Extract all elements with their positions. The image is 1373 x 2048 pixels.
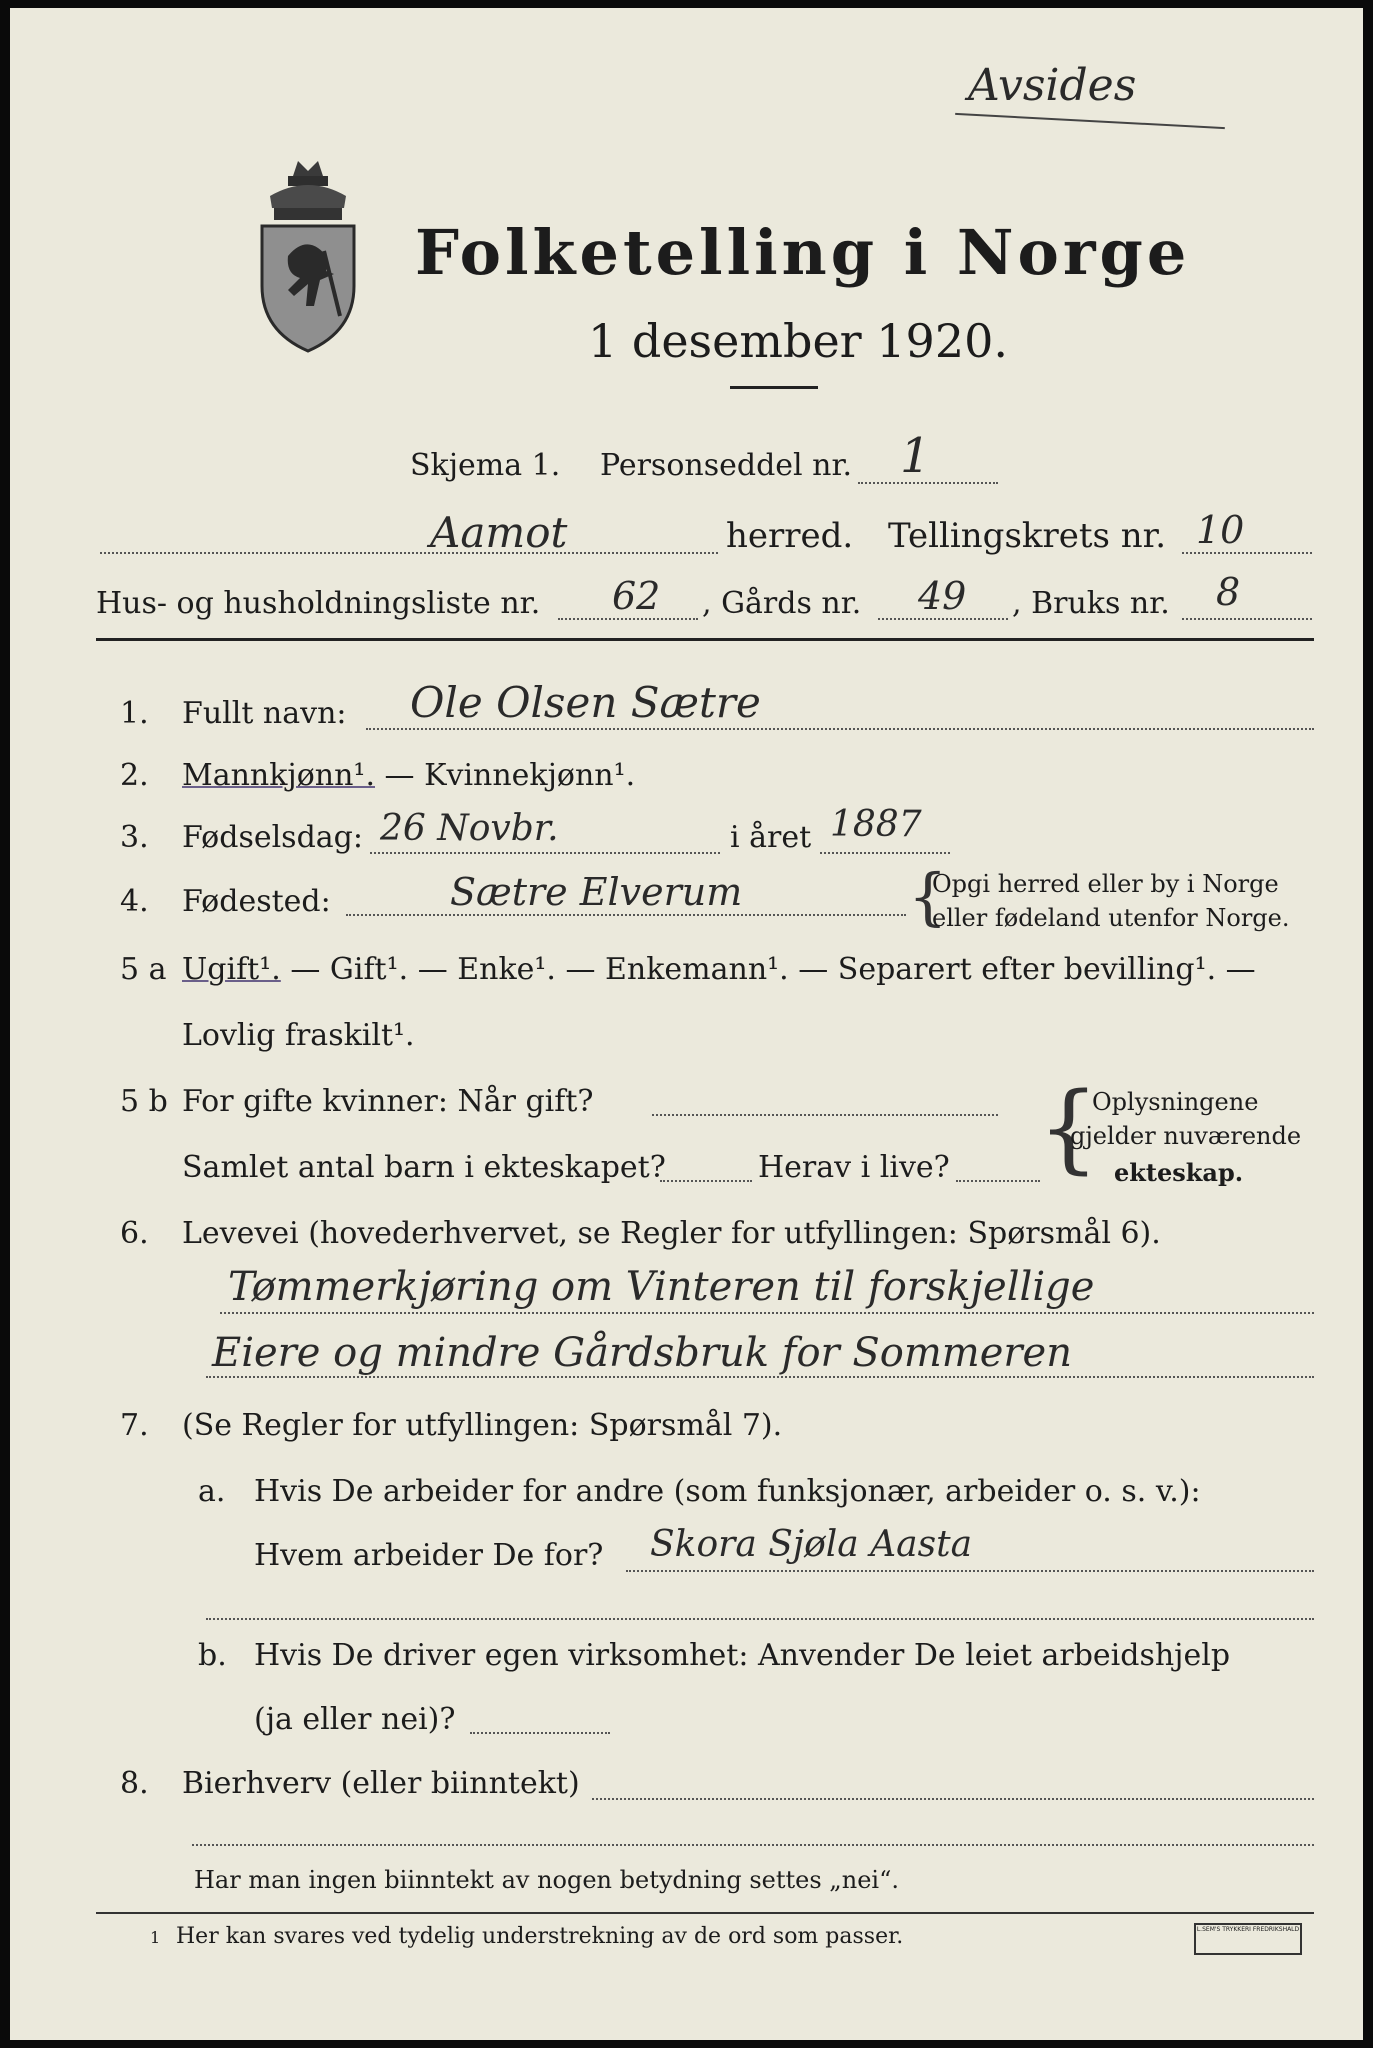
- q3-number: 3.: [120, 820, 149, 855]
- q4-number: 4.: [120, 884, 149, 919]
- q2-male-option: Mannkjønn¹.: [182, 758, 375, 793]
- q7-number: 7.: [120, 1408, 149, 1443]
- gards-value: 49: [918, 574, 967, 618]
- form-title: Folketelling i Norge: [415, 216, 1191, 289]
- tellingskrets-value: 10: [1196, 508, 1245, 552]
- q7a-question: Hvem arbeider De for?: [254, 1538, 604, 1573]
- footnote-text: Her kan svares ved tydelig understrekning av de ord som passer.: [176, 1924, 904, 1949]
- q8-line2: [192, 1844, 1314, 1846]
- q5b-children-label: Samlet antal barn i ekteskapet?: [182, 1150, 666, 1185]
- q3-label: Fødselsdag:: [182, 820, 363, 855]
- q1-line: [366, 728, 1314, 730]
- hus-line: [558, 618, 698, 620]
- q8-number: 8.: [120, 1766, 149, 1801]
- skjema-label: Skjema 1.: [410, 448, 561, 483]
- census-form: [10, 8, 1363, 2040]
- q6-line1: [220, 1312, 1314, 1314]
- q7a-value: Skora Sjøla Aasta: [650, 1524, 973, 1565]
- q2-number: 2.: [120, 758, 149, 793]
- corner-note: Avsides: [968, 60, 1137, 111]
- q4-value: Sætre Elverum: [450, 870, 743, 914]
- q7a-text: Hvis De arbeider for andre (som funksjonær, arbeider o. s. v.):: [254, 1474, 1201, 1509]
- title-rule: [730, 386, 818, 389]
- hus-value: 62: [612, 574, 661, 618]
- q7b-letter: b.: [198, 1638, 227, 1673]
- q4-brace: {: [908, 860, 948, 933]
- q4-note-line2: eller fødeland utenfor Norge.: [932, 904, 1290, 932]
- hus-label: Hus- og husholdningsliste nr.: [96, 586, 541, 621]
- q8-label: Bierhverv (eller biinntekt): [182, 1766, 580, 1801]
- norway-coat-of-arms-icon: [248, 156, 368, 360]
- q6-number: 6.: [120, 1216, 149, 1251]
- header-rule: [96, 638, 1314, 641]
- q6-line2: [206, 1376, 1314, 1378]
- q5b-alive-line: [956, 1180, 1040, 1182]
- personseddel-value: 1: [900, 428, 931, 484]
- q5b-label: For gifte kvinner: Når gift?: [182, 1084, 594, 1119]
- q5b-children-line: [660, 1180, 752, 1182]
- herred-line: [100, 552, 718, 554]
- q2-female-option: Kvinnekjønn¹.: [424, 758, 636, 793]
- footnote-mark: 1: [150, 1928, 161, 1947]
- q5a-number: 5 a: [120, 952, 167, 987]
- q2-line: [182, 758, 635, 793]
- q1-number: 1.: [120, 696, 149, 731]
- q6-label: Levevei (hovederhvervet, se Regler for utfyllingen: Spørsmål 6).: [182, 1216, 1161, 1251]
- printer-stamp-text: L.SEM'S TRYKKERI FREDRIKSHALD: [1196, 1926, 1300, 1933]
- q3-line: [370, 852, 720, 854]
- q7b-line: [470, 1732, 610, 1734]
- personseddel-label: Personseddel nr.: [600, 448, 853, 483]
- q3-year-label: i året: [730, 820, 812, 855]
- bruks-label: , Bruks nr.: [1012, 586, 1170, 621]
- q2-separator: —: [375, 758, 425, 793]
- q7-label: (Se Regler for utfyllingen: Spørsmål 7).: [182, 1408, 783, 1443]
- q3-value: 26 Novbr.: [380, 808, 559, 849]
- q1-value: Ole Olsen Sætre: [410, 678, 761, 727]
- q4-note-line1: Opgi herred eller by i Norge: [932, 870, 1279, 898]
- printer-stamp: [1194, 1923, 1302, 1955]
- tellingskrets-label: Tellingskrets nr.: [888, 516, 1167, 556]
- q5a-line1: [182, 952, 1256, 987]
- q8-line1: [592, 1798, 1314, 1800]
- corner-note-underline: [955, 113, 1225, 129]
- q6-value-line2: Eiere og mindre Gårdsbruk for Sommeren: [212, 1330, 1072, 1376]
- q4-line: [346, 914, 906, 916]
- q6-value-line1: Tømmerkjøring om Vinteren til forskjellige: [228, 1264, 1095, 1310]
- q7b-text: Hvis De driver egen virksomhet: Anvender De leiet arbeidshjelp: [254, 1638, 1231, 1673]
- footnote-rule: [96, 1912, 1314, 1914]
- bruks-line: [1182, 618, 1312, 620]
- q5b-note-line3: ekteskap.: [1114, 1158, 1244, 1187]
- form-date: 1 desember 1920.: [588, 314, 1008, 368]
- bruks-value: 8: [1216, 570, 1241, 614]
- gards-line: [878, 618, 1008, 620]
- q4-label: Fødested:: [182, 884, 331, 919]
- q7a-letter: a.: [198, 1474, 226, 1509]
- tellingskrets-line: [1182, 552, 1312, 554]
- q3-year-line: [820, 852, 950, 854]
- q1-label: Fullt navn:: [182, 696, 347, 731]
- q5b-note-line1: Oplysningene: [1092, 1088, 1259, 1116]
- q5b-brace: {: [1038, 1072, 1100, 1184]
- note-nei: Har man ingen biinntekt av nogen betydning settes „nei“.: [194, 1866, 899, 1894]
- q5b-alive-label: Herav i live?: [758, 1150, 950, 1185]
- q7a-line2: [206, 1618, 1314, 1620]
- q3-year-value: 1887: [830, 804, 922, 845]
- q7a-line1: [626, 1570, 1314, 1572]
- q5a-ugift-option: Ugift¹.: [182, 952, 281, 987]
- herred-label: herred.: [726, 516, 854, 556]
- q5b-line1: [652, 1114, 998, 1116]
- gards-label: , Gårds nr.: [702, 586, 862, 621]
- herred-value: Aamot: [430, 508, 568, 557]
- q7b-question: (ja eller nei)?: [254, 1702, 456, 1737]
- q5b-note-line2: gjelder nuværende: [1070, 1122, 1302, 1150]
- q5b-number: 5 b: [120, 1084, 168, 1119]
- q5a-other-options: — Gift¹. — Enke¹. — Enkemann¹. — Separert efter bevilling¹. —: [280, 952, 1256, 987]
- q5a-line2: Lovlig fraskilt¹.: [182, 1018, 415, 1053]
